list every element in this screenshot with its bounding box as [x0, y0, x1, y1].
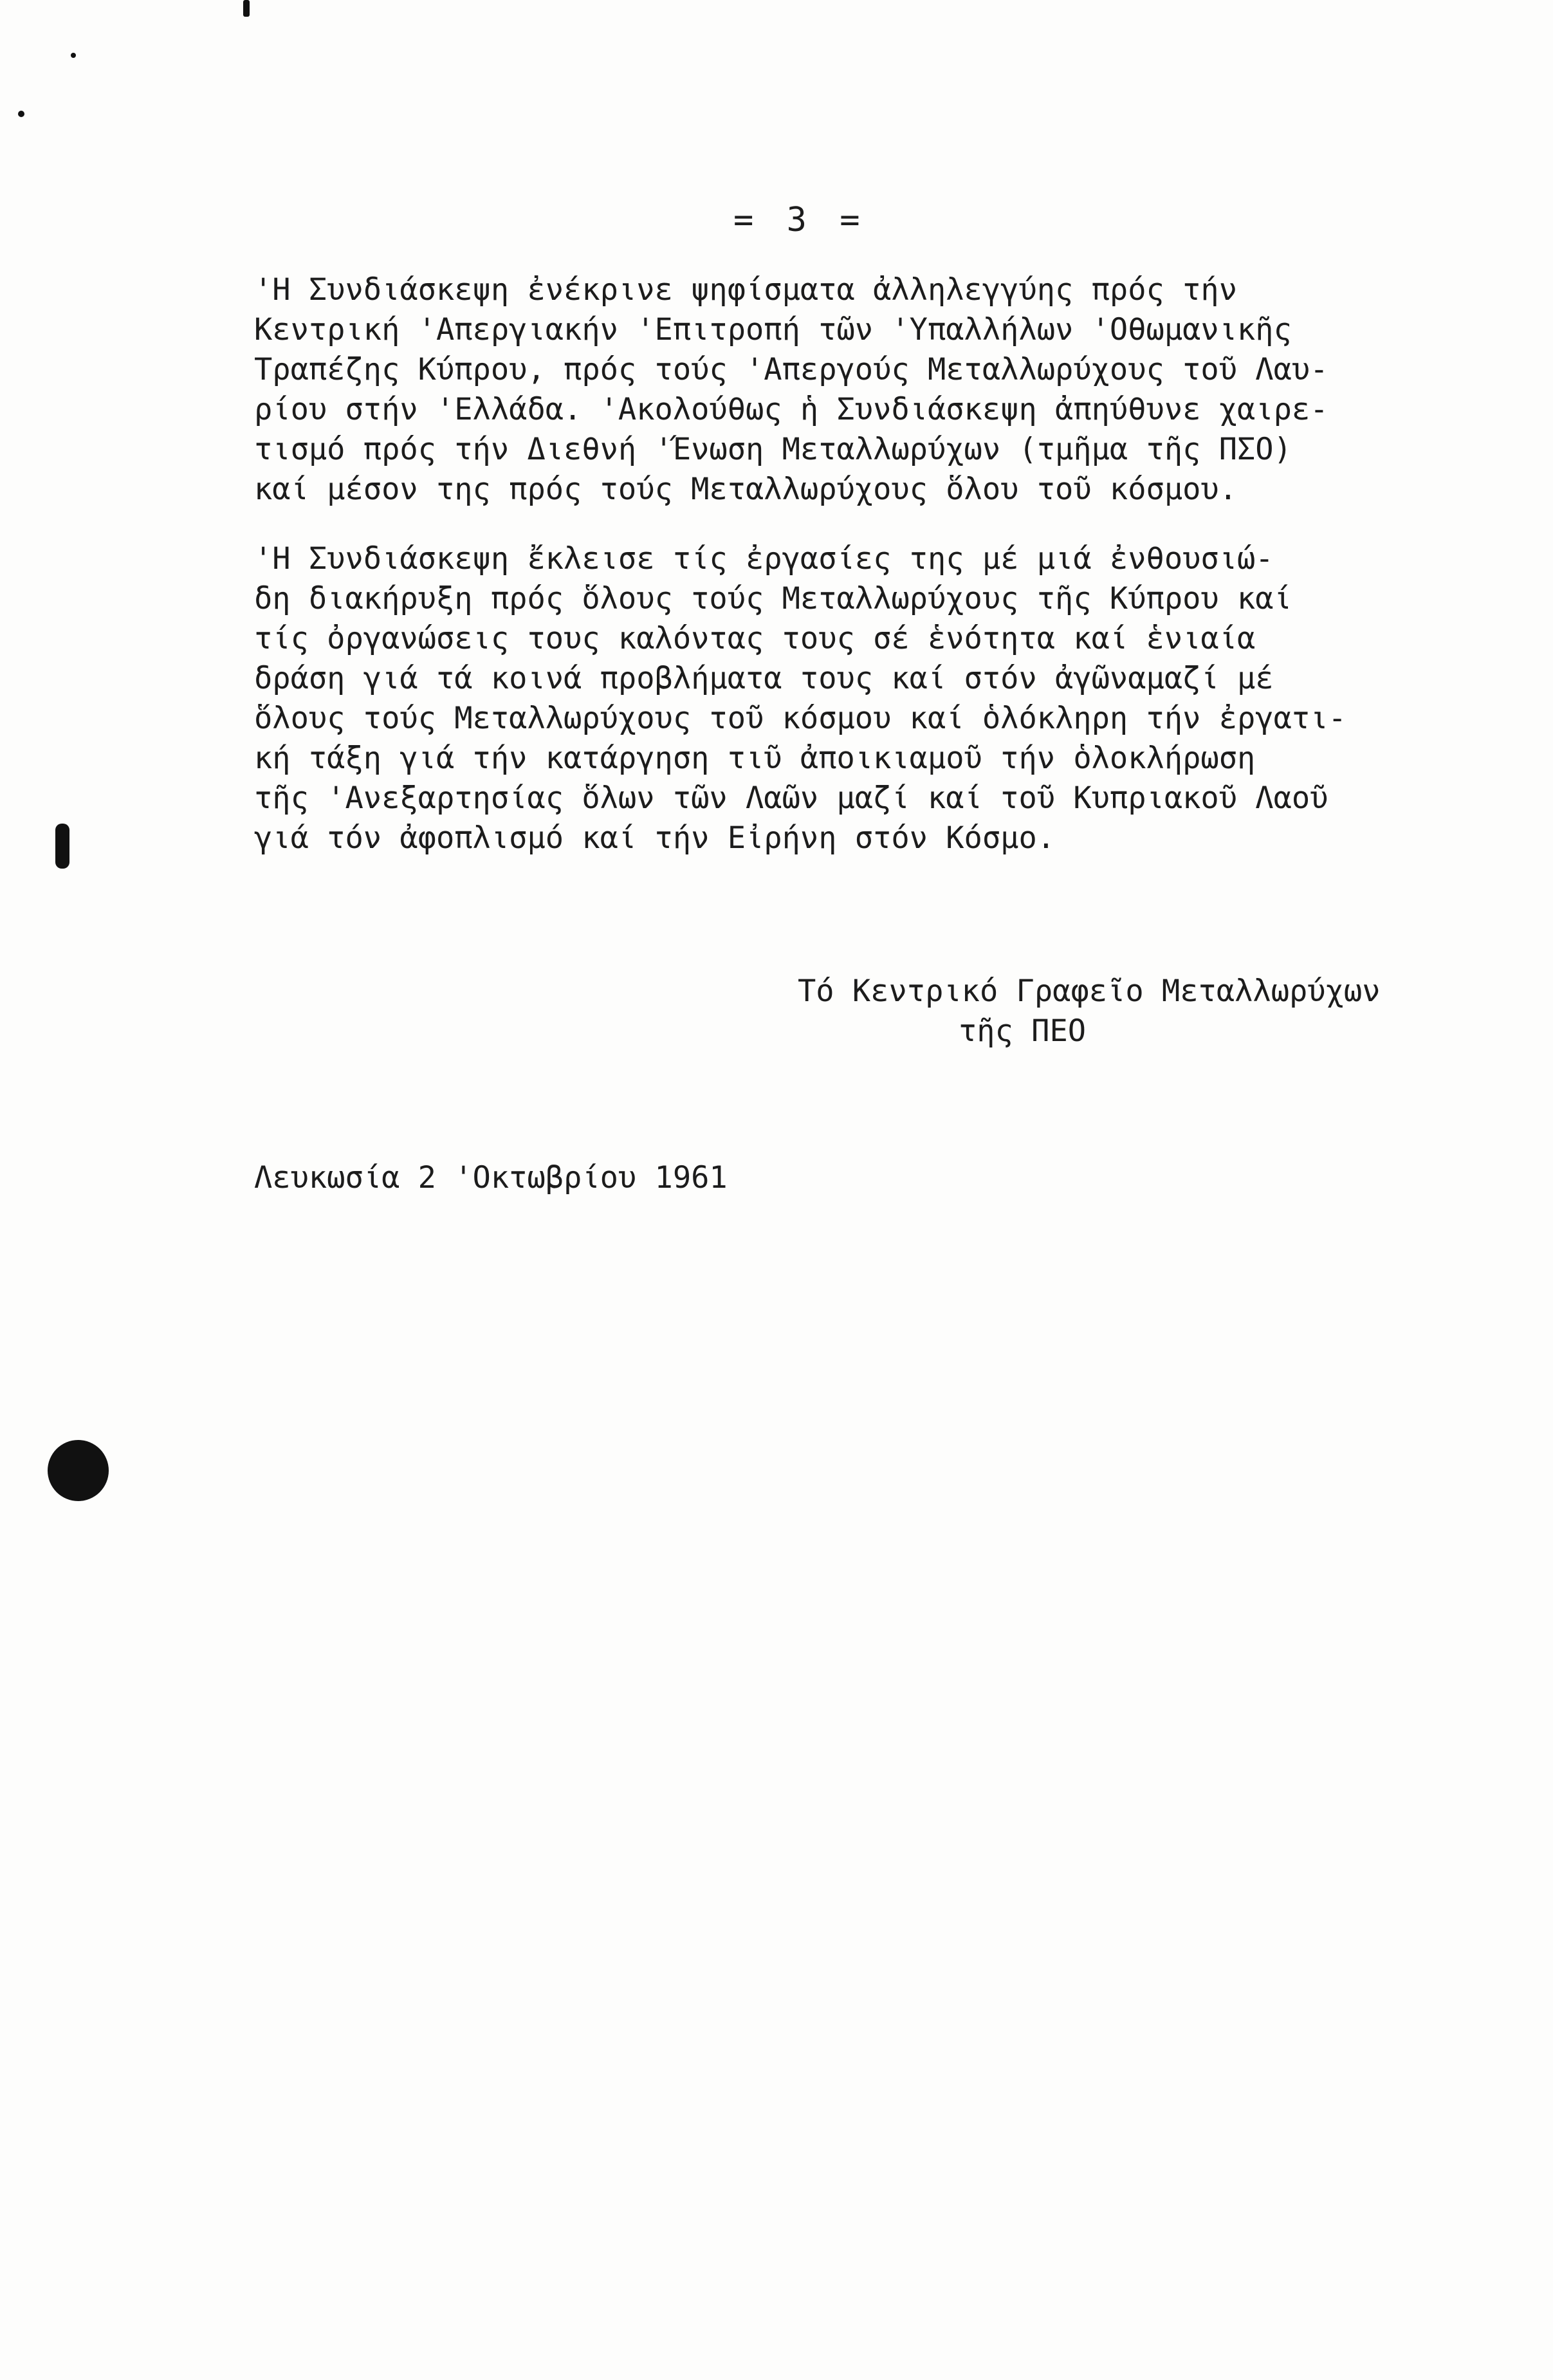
page-number: = 3 = — [733, 201, 867, 239]
scan-speck — [243, 0, 250, 17]
text-line: Τραπέζης Κύπρου, πρός τούς 'Απεργούς Μεταλλωρύχους τοῦ Λαυ- — [254, 352, 1328, 387]
paragraph-declaration — [254, 539, 1476, 858]
punch-hole-mark — [48, 1440, 109, 1501]
text-line: δράση γιά τά κοινά προβλήματα τους καί στόν ἀγῶναμαζί μέ — [254, 661, 1274, 696]
text-line: δη διακήρυξη πρός ὅλους τούς Μεταλλωρύχους τῆς Κύπρου καί — [254, 581, 1292, 616]
signature-organization: Τό Κεντρικό Γραφεῖο Μεταλλωρύχων — [798, 973, 1381, 1009]
text-line: τίς ὀργανώσεις τους καλόντας τους σέ ἑνότητα καί ἑνιαία — [254, 621, 1256, 656]
text-line: τῆς 'Ανεξαρτησίας ὅλων τῶν Λαῶν μαζί καί τοῦ Κυπριακοῦ Λαοῦ — [254, 780, 1328, 816]
text-line: ρίου στήν 'Ελλάδα. 'Ακολούθως ἡ Συνδιάσκεψη ἀπηύθυνε χαιρε- — [254, 392, 1328, 427]
paragraph-resolutions — [254, 270, 1476, 510]
text-line: ὅλους τούς Μεταλλωρύχους τοῦ κόσμου καί ὁλόκληρη τήν ἐργατι- — [254, 701, 1346, 736]
text-line: 'Η Συνδιάσκεψη ἔκλεισε τίς ἐργασίες της μέ μιά ἐνθουσιώ- — [254, 541, 1274, 577]
scan-speck — [18, 111, 24, 117]
signature-affiliation: τῆς ΠΕΟ — [959, 1013, 1087, 1049]
signature-block — [798, 972, 1441, 1051]
text-line: καί μέσον της πρός τούς Μεταλλωρύχους ὅλου τοῦ κόσμου. — [254, 472, 1238, 507]
scan-speck — [71, 53, 76, 58]
text-line: κή τάξη γιά τήν κατάργηση τιῦ ἀποικιαμοῦ τήν ὁλοκλήρωση — [254, 741, 1256, 776]
text-line: τισμό πρός τήν Διεθνή 'Ένωση Μεταλλωρύχων (τμῆμα τῆς ΠΣΟ) — [254, 432, 1292, 467]
text-line: Κεντρική 'Απεργιακήν 'Επιτροπή τῶν 'Υπαλλήλων 'Οθωμανικῆς — [254, 312, 1292, 347]
punch-hole-mark — [55, 824, 69, 869]
text-line: 'Η Συνδιάσκεψη ἐνέκρινε ψηφίσματα ἀλληλεγγύης πρός τήν — [254, 272, 1238, 308]
place-and-date: Λευκωσία 2 'Οκτωβρίου 1961 — [254, 1160, 728, 1195]
text-line: γιά τόν ἀφοπλισμό καί τήν Εἰρήνη στόν Κόσμο. — [254, 820, 1056, 856]
